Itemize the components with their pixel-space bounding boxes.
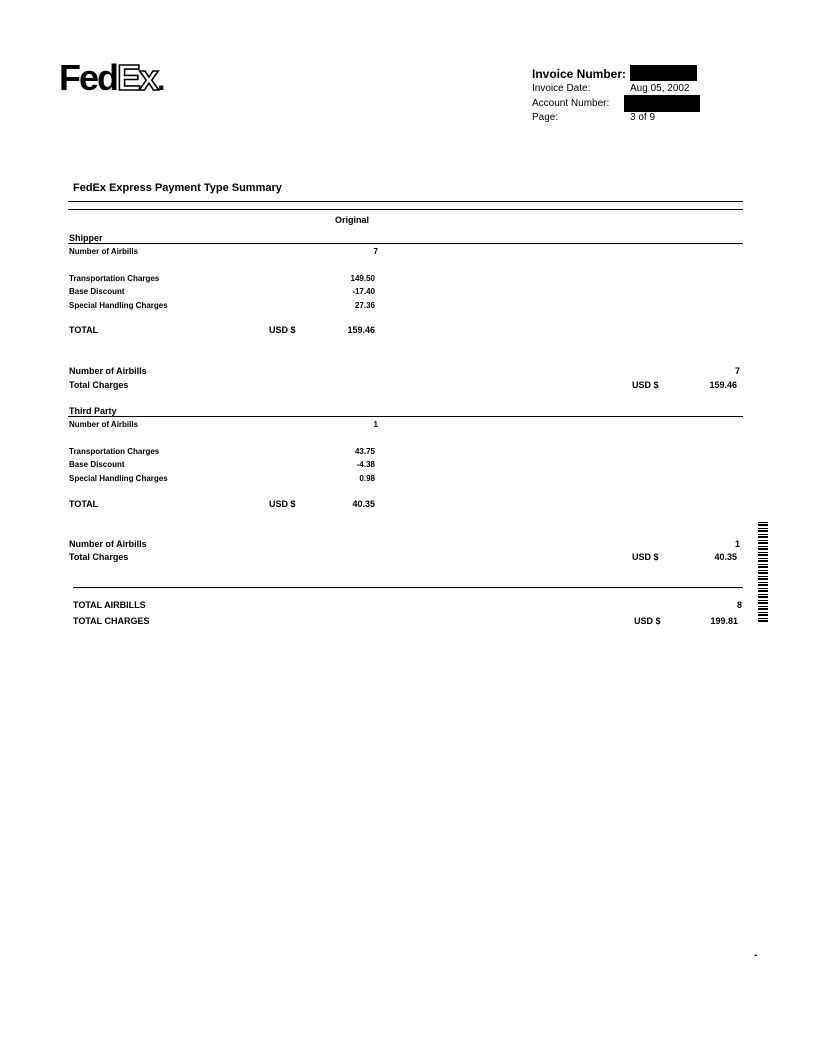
airbills-value: 1 <box>373 420 378 429</box>
summary-currency: USD $ <box>632 380 659 390</box>
line-label: Special Handling Charges <box>69 474 168 483</box>
invoice-date-label: Invoice Date: <box>532 83 591 94</box>
line-value: -17.40 <box>352 287 375 296</box>
total-value: 159.46 <box>347 325 375 335</box>
account-number-redaction <box>624 95 700 112</box>
barcode-image <box>758 522 768 622</box>
section-rule-third-party <box>68 416 743 417</box>
line-value: 0.98 <box>359 474 375 483</box>
line-label: Transportation Charges <box>69 447 160 456</box>
line-label: Base Discount <box>69 460 125 469</box>
total-currency: USD $ <box>269 325 296 335</box>
section-title-third-party: Third Party <box>69 406 117 416</box>
summary-airbills-value: 1 <box>734 539 740 549</box>
airbills-label: Number of Airbills <box>69 420 139 429</box>
invoice-number-label: Invoice Number: <box>532 67 627 81</box>
line-label: Special Handling Charges <box>69 301 168 310</box>
column-header-original: Original <box>335 215 370 225</box>
summary-airbills-label: Number of Airbills <box>69 539 147 549</box>
title-rule-bottom <box>68 209 743 210</box>
page-label: Page: <box>532 112 559 123</box>
summary-charges-label: Total Charges <box>69 552 129 562</box>
line-label: Transportation Charges <box>69 274 160 283</box>
grand-airbills-value: 8 <box>736 600 742 610</box>
line-value: 43.75 <box>354 447 375 456</box>
footer-mark: - <box>754 950 758 961</box>
summary-charges-value: 40.35 <box>714 552 737 562</box>
section-rule-shipper <box>68 243 743 244</box>
total-label: TOTAL <box>69 325 99 335</box>
summary-charges-label: Total Charges <box>69 380 129 390</box>
grand-charges-value: 199.81 <box>710 616 738 626</box>
fedex-logo: FedEx. <box>59 57 166 98</box>
airbills-value: 7 <box>373 247 378 256</box>
grand-currency: USD $ <box>634 616 661 626</box>
invoice-date-value: Aug 05, 2002 <box>630 83 690 94</box>
grand-total-rule <box>73 587 743 588</box>
summary-airbills-label: Number of Airbills <box>69 366 147 376</box>
line-label: Base Discount <box>69 287 125 296</box>
page-title: FedEx Express Payment Type Summary <box>73 182 282 194</box>
line-value: 149.50 <box>350 274 375 283</box>
grand-charges-label: TOTAL CHARGES <box>73 616 150 626</box>
line-value: 27.36 <box>354 301 375 310</box>
account-number-label: Account Number: <box>532 98 610 109</box>
invoice-number-redaction <box>630 65 697 81</box>
total-currency: USD $ <box>269 499 296 509</box>
summary-currency: USD $ <box>632 552 659 562</box>
summary-charges-value: 159.46 <box>709 380 737 390</box>
total-label: TOTAL <box>69 499 99 509</box>
grand-airbills-label: TOTAL AIRBILLS <box>73 600 146 610</box>
line-value: -4.38 <box>356 460 375 469</box>
page-value: 3 of 9 <box>630 112 656 123</box>
summary-airbills-value: 7 <box>734 366 740 376</box>
total-value: 40.35 <box>352 499 375 509</box>
title-rule-top <box>68 201 743 202</box>
section-title-shipper: Shipper <box>69 233 103 243</box>
airbills-label: Number of Airbills <box>69 247 139 256</box>
